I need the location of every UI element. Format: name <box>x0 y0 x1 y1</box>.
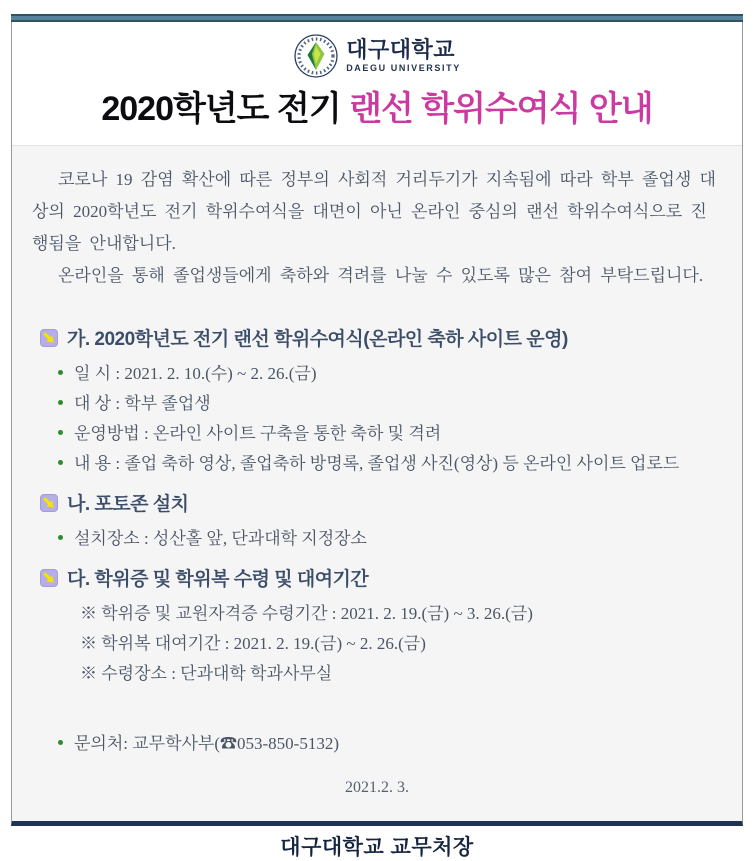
section <box>28 564 726 689</box>
section-heading-text: 나. 포토존 설치 <box>67 494 189 515</box>
arrow-down-right-icon <box>40 569 58 587</box>
university-logo <box>12 31 742 81</box>
section-heading-text: 다. 학위증 및 학위복 수령 및 대여기간 <box>67 569 369 590</box>
university-seal-icon <box>293 33 339 79</box>
bullet-item <box>58 359 726 389</box>
section <box>28 324 726 479</box>
date-line: 2021.2. 3. <box>345 779 409 796</box>
bullet-item <box>58 419 726 449</box>
contact-text: 문의처: 교무학사부(☎053-850-5132) <box>74 734 339 753</box>
item-text: ※ 학위복 대여기간 : 2021. 2. 19.(금) ~ 2. 26.(금) <box>80 634 426 653</box>
arrow-down-right-icon <box>40 329 58 347</box>
green-dot-icon <box>58 430 63 435</box>
green-dot-icon <box>58 400 63 405</box>
bullet-item <box>58 524 726 554</box>
university-logo-text <box>346 39 461 73</box>
bullet-item <box>58 449 726 479</box>
university-name-ko: 대구대학교 <box>346 37 455 62</box>
item-text: ※ 수령장소 : 단과대학 학과사무실 <box>80 664 333 683</box>
university-name-en: DAEGU UNIVERSITY <box>346 63 461 73</box>
note-item <box>80 659 726 689</box>
page-title <box>12 89 742 130</box>
note-item <box>80 599 726 629</box>
page-title-prefix: 2020학년도 전기 <box>101 90 341 128</box>
sections-container <box>28 324 726 689</box>
document-frame <box>11 22 743 859</box>
section-heading-text: 가. 2020학년도 전기 랜선 학위수여식(온라인 축하 사이트 운영) <box>67 329 568 350</box>
green-dot-icon <box>58 460 63 465</box>
section-heading <box>40 564 726 591</box>
green-dot-icon <box>58 535 63 540</box>
intro-paragraph-2: 온라인을 통해 졸업생들에게 축하와 격려를 나눌 수 있도록 많은 참여 부탁드립니다. <box>58 266 704 285</box>
notice-body <box>12 145 742 859</box>
intro-paragraph-1: 코로나 19 감염 확산에 따른 정부의 사회적 거리두기가 지속됨에 따라 학부 졸업생 대상의 2020학년도 전기 학위수여식을 대면이 아닌 온라인 중심의 랜선 학위수여식으로 진행됨을 안내합니다. <box>32 170 716 253</box>
item-text: 운영방법 : 온라인 사이트 구축을 통한 축하 및 격려 <box>74 424 442 443</box>
bullet-item <box>58 389 726 419</box>
item-text: ※ 학위증 및 교원자격증 수령기간 : 2021. 2. 19.(금) ~ 3. 26.(금) <box>80 604 533 623</box>
page-title-highlight: 랜선 학위수여식 안내 <box>349 90 653 128</box>
top-divider-bar <box>11 14 743 22</box>
item-text: 설치장소 : 성산홀 앞, 단과대학 지정장소 <box>74 529 367 548</box>
item-text: 대 상 : 학부 졸업생 <box>74 394 211 413</box>
arrow-down-right-icon <box>40 494 58 512</box>
section <box>28 489 726 554</box>
section-heading <box>40 324 726 351</box>
green-dot-icon <box>58 740 63 745</box>
signature-line: 대구대학교 교무처장 <box>280 836 474 859</box>
contact-line <box>58 729 726 759</box>
note-item <box>80 629 726 659</box>
item-text: 내 용 : 졸업 축하 영상, 졸업축하 방명록, 졸업생 사진(영상) 등 온라인 사이트 업로드 <box>74 454 680 473</box>
green-dot-icon <box>58 370 63 375</box>
item-text: 일 시 : 2021. 2. 10.(수) ~ 2. 26.(금) <box>74 364 317 383</box>
section-heading <box>40 489 726 516</box>
